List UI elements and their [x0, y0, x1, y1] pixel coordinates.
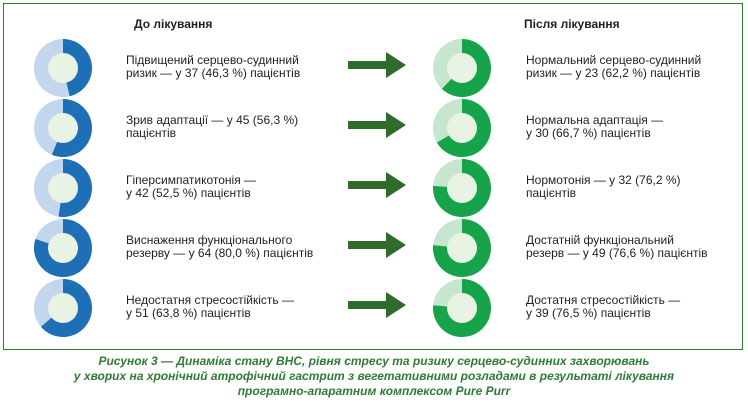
- donut-center: [447, 113, 477, 143]
- donut-center: [48, 113, 78, 143]
- comparison-row: [4, 36, 744, 96]
- after-donut: [430, 36, 494, 100]
- after-donut: [430, 96, 494, 160]
- before-donut: [31, 156, 95, 220]
- label-line-2: резерву — у 64 (80,0 %) пацієнтів: [126, 246, 314, 260]
- before-label: [126, 234, 326, 260]
- label-line-2: у 51 (63,8 %) пацієнтів: [126, 306, 251, 320]
- after-donut: [430, 276, 494, 340]
- caption-line-1: Рисунок 3 — Динаміка стану ВНС, рівня стресу та ризику серцево-судинних захворювань: [98, 354, 650, 368]
- donut-center: [48, 53, 78, 83]
- label-line-1: Недостатня стресостійкість —: [126, 293, 294, 307]
- label-line-1: Достатня стресостійкість —: [526, 293, 681, 307]
- after-label: [526, 54, 736, 80]
- comparison-row: [4, 156, 744, 216]
- after-label: [526, 114, 736, 140]
- label-line-1: Підвищений серцево-судинний: [126, 53, 299, 67]
- label-line-1: Нормальна адаптація —: [526, 113, 664, 127]
- figure-caption: [0, 354, 748, 399]
- label-line-1: Виснаження функціонального: [126, 233, 293, 247]
- label-line-2: у 30 (66,7 %) пацієнтів: [526, 126, 651, 140]
- donut-center: [48, 173, 78, 203]
- label-line-2: у 42 (52,5 %) пацієнтів: [126, 186, 251, 200]
- label-line-1: Зрив адаптації — у 45 (56,3 %): [126, 113, 299, 127]
- arrow-right-icon: [348, 290, 408, 320]
- arrow-right-icon: [348, 170, 408, 200]
- donut-center: [447, 293, 477, 323]
- label-line-1: Достатній функціональний: [526, 233, 674, 247]
- before-label: [126, 174, 326, 200]
- label-line-1: Гіперсимпатикотонія —: [126, 173, 257, 187]
- before-label: [126, 114, 326, 140]
- figure-frame: [3, 3, 743, 350]
- before-donut: [31, 216, 95, 280]
- before-header: До лікування: [134, 17, 213, 31]
- after-label: [526, 234, 736, 260]
- comparison-row: [4, 216, 744, 276]
- before-label: [126, 54, 326, 80]
- after-label: [526, 294, 736, 320]
- donut-center: [447, 173, 477, 203]
- label-line-1: Нормотонія — у 32 (76,2 %): [526, 173, 681, 187]
- donut-center: [48, 233, 78, 263]
- after-donut: [430, 156, 494, 220]
- after-header: Після лікування: [524, 17, 620, 31]
- arrow-right-icon: [348, 50, 408, 80]
- donut-center: [48, 293, 78, 323]
- before-donut: [31, 276, 95, 340]
- before-donut: [31, 96, 95, 160]
- before-donut: [31, 36, 95, 100]
- caption-line-3: програмно-апаратним комплексом Pure Purr: [237, 384, 511, 398]
- comparison-row: [4, 276, 744, 336]
- comparison-row: [4, 96, 744, 156]
- arrow-right-icon: [348, 110, 408, 140]
- label-line-2: пацієнтів: [526, 186, 576, 200]
- label-line-2: пацієнтів: [126, 126, 176, 140]
- label-line-2: ризик — у 37 (46,3 %) пацієнтів: [126, 66, 301, 80]
- donut-center: [447, 233, 477, 263]
- after-label: [526, 174, 736, 200]
- caption-line-2: у хворих на хронічний атрофічний гастрит з вегетативними розладами в результаті лікування: [73, 369, 675, 383]
- label-line-2: ризик — у 23 (62,2 %) пацієнтів: [526, 66, 701, 80]
- label-line-2: у 39 (76,5 %) пацієнтів: [526, 306, 651, 320]
- after-donut: [430, 216, 494, 280]
- arrow-right-icon: [348, 230, 408, 260]
- donut-center: [447, 53, 477, 83]
- label-line-1: Нормальний серцево-судинний: [526, 53, 702, 67]
- label-line-2: резерв — у 49 (76,6 %) пацієнтів: [526, 246, 708, 260]
- before-label: [126, 294, 326, 320]
